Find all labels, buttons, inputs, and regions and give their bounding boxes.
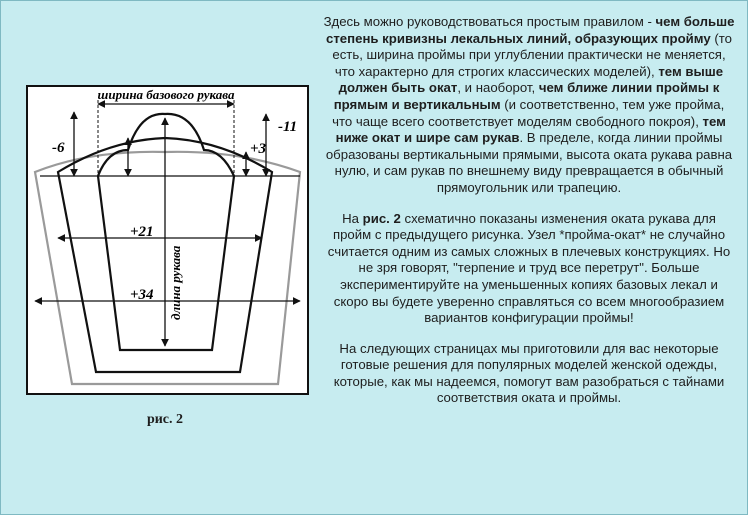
p1-bold-2: тем выше должен быть окат <box>338 63 724 96</box>
p1-text-5: . В пределе, когда линии проймы образованы вертикальными прямыми, высота оката рукава равна нулю, и сам рукав по внешнему виду превращается в обычный прямоугольник или трапецию. <box>325 130 733 195</box>
p1-text-3: , и наоборот, <box>457 80 539 96</box>
sleeve-diagram-svg <box>0 0 330 410</box>
base-width-label: ширина базового рукава <box>97 87 235 102</box>
p1-bold-4: тем ниже окат и шире сам рукав <box>335 113 726 146</box>
p3-text-1: На следующих страницах мы приготовили для вас некоторые готовые решения для популярных моделей женской одежды, которые, как мы надеемся, помогут вам разобраться с тайнами соответствия оката и проймы. <box>333 340 725 406</box>
p1-bold-1: чем больше степень кривизны лекальных линий, образующих пройму <box>326 14 735 46</box>
figure-caption: рис. 2 <box>146 412 184 427</box>
p1-text-1: Здесь можно руководствоваться простым правилом - <box>323 14 656 29</box>
p1-bold-3: чем ближе линии проймы к прямым и вертикальным <box>333 80 720 112</box>
paragraph-2 <box>322 211 736 327</box>
label-plus-3: +3 <box>250 141 267 157</box>
label-minus-6: -6 <box>52 140 65 156</box>
sleeve-length-label: длина рукава <box>168 245 183 320</box>
label-plus-21: +21 <box>130 224 154 240</box>
p2-text-2: схематично показаны изменения оката рукава для пройм с предыдущего рисунка. Узел *пройма-окат* не случайно считается одним из самых сложных в плечевых конструкциях. Но не зря говорят, "терпение и труд все перетрут". Больше экспериментируйте на уменьшенных копиях базовых лекал и скоро вы будете уверенно справляться со всем многообразием вариантов конфигурации проймы! <box>327 210 731 326</box>
p1-text-4: (и соответственно, тем уже пройма, что чаще всего соответствует моделям свободного покроя), <box>332 96 725 129</box>
p1-text-2: (то есть, ширина проймы при углублении практически не меняется, что характерно для строгих классических моделей), <box>332 30 732 79</box>
p2-bold-1: рис. 2 <box>362 210 401 226</box>
label-minus-11: -11 <box>278 119 298 135</box>
article-text <box>322 14 736 421</box>
sleeve-diagram <box>0 0 330 440</box>
label-plus-34: +34 <box>130 287 154 303</box>
paragraph-3 <box>322 341 736 407</box>
paragraph-1 <box>322 14 736 197</box>
p2-text-1: На <box>342 210 363 226</box>
